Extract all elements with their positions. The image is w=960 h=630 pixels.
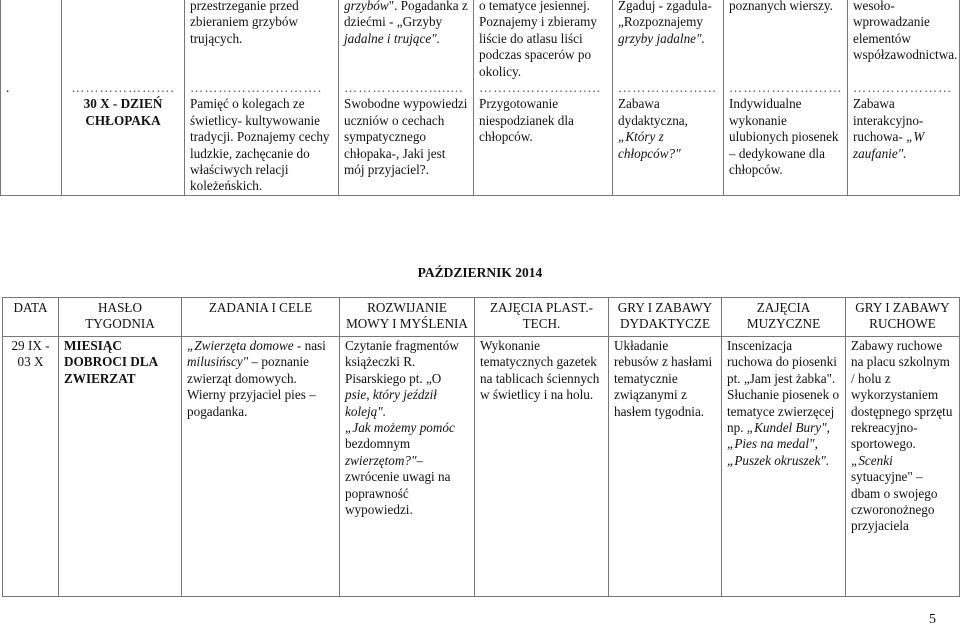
- text-segment: 29 IX - 03 X: [11, 338, 50, 370]
- text-segment: Wykonanie tematycznych gazetek na tablicach ściennych w świetlicy i na holu.: [480, 338, 600, 403]
- text-segment: grzybów: [344, 0, 389, 13]
- table-row: [3, 337, 960, 597]
- table-cell: [474, 80, 613, 195]
- text-segment: – poznanie zwierząt domowych. Wierny przyjaciel pies – pogadanka.: [187, 354, 316, 419]
- text-segment: Indywidualne wykonanie ulubionych piosenek – dedykowane dla chłopców.: [729, 96, 839, 178]
- column-header: GRY I ZABAWY RUCHOWE: [846, 298, 960, 337]
- text-segment: .: [6, 80, 10, 96]
- cell-paragraph: [618, 96, 718, 162]
- dotted-separator: ……………………..: [479, 80, 602, 96]
- text-segment: „Scenki: [851, 452, 893, 468]
- text-segment: grzyby jadalne".: [618, 30, 705, 46]
- table-cell: [339, 80, 474, 195]
- cell-paragraph: [614, 338, 716, 420]
- cell-paragraph: [479, 96, 607, 145]
- text-segment: „Jak możemy pomóc: [345, 420, 455, 436]
- text-segment: psie, który jeździł koleją".: [345, 387, 437, 419]
- table-cell: [1, 80, 62, 195]
- cell-paragraph: [64, 338, 176, 387]
- text-segment: Przygotowanie niespodzianek dla chłopców.: [479, 96, 574, 145]
- table-cell: [62, 0, 185, 80]
- text-segment: poznanych wierszy.: [729, 0, 833, 13]
- dotted-separator: ……………………….: [190, 80, 322, 96]
- cell-paragraph: [727, 338, 840, 387]
- column-header: ROZWIJANIE MOWY I MYŚLENIA: [340, 298, 475, 337]
- text-segment: Układanie rebusów z hasłami tematycznie związanymi z hasłem tygodnia.: [614, 338, 713, 419]
- text-segment: 30 X - DZIEŃ CHŁOPAKA: [83, 96, 163, 128]
- text-segment: Inscenizacja ruchowa do piosenki pt. „Jam jest żabka".: [727, 338, 837, 386]
- cell-paragraph: [345, 420, 469, 518]
- dotted-separator: …………………: [853, 80, 953, 96]
- text-segment: Zgaduj - zgadula- „Rozpoznajemy: [618, 0, 712, 30]
- cell-paragraph: [344, 0, 468, 47]
- cell-paragraph: [729, 0, 842, 14]
- text-segment: Czytanie fragmentów książeczki R. Pisarskiego pt. „O: [345, 338, 459, 386]
- text-segment: Zabawa interakcyjno-ruchowa-: [853, 96, 924, 145]
- table-cell: [185, 80, 339, 195]
- cell-paragraph: [853, 96, 954, 162]
- text-segment: milusińscy": [187, 354, 249, 370]
- text-segment: „Zwierzęta domowe: [187, 338, 294, 353]
- page-number: 5: [929, 612, 936, 627]
- text-segment: Słuchanie piosenek o tematyce zwierzęcej np.: [727, 387, 840, 436]
- text-segment: ". Pogadanka z dziećmi - „Grzyby: [344, 0, 468, 30]
- cell-paragraph: [727, 387, 840, 469]
- text-segment: Swobodne wypowiedzi uczniów o cechach sympatycznego chłopaka-, Jaki jest mój przyjaciel?.: [344, 96, 468, 178]
- table-row: [1, 80, 960, 195]
- cell-paragraph: [729, 96, 842, 178]
- text-segment: jadalne i trujące".: [344, 30, 441, 46]
- text-segment: „Który z chłopców?": [618, 129, 681, 161]
- dotted-separator: ……………………: [729, 80, 843, 96]
- column-header: GRY I ZABAWY DYDAKTYCZE: [609, 298, 722, 337]
- cell-paragraph: [851, 338, 954, 535]
- cell-paragraph: [618, 0, 718, 47]
- text-segment: „Kundel Bury", „Pies na medal", „Puszek okruszek".: [727, 420, 830, 468]
- table-cell: [613, 0, 724, 80]
- table-cell: [182, 337, 340, 597]
- table-cell: [724, 80, 848, 195]
- header-row: [3, 298, 960, 337]
- table-cell: [1, 0, 62, 80]
- table-cell: [339, 0, 474, 80]
- cell-paragraph: [853, 0, 958, 64]
- cell-paragraph: [480, 338, 603, 404]
- column-header: HASŁO TYGODNIA: [59, 298, 182, 337]
- text-segment: Pamięć o kolegach ze świetlicy- kultywowanie tradycji. Poznajemy cechy ludzkie, zachęcanie do właściwych relacji koleżeńskich.: [190, 96, 330, 194]
- table-cell: [613, 80, 724, 195]
- text-segment: o tematyce jesiennej. Poznajemy i zbieramy liście do atlasu liści podczas spacerów po okolicy.: [479, 0, 597, 79]
- text-segment: „W zaufanie".: [853, 129, 925, 161]
- cell-paragraph: [344, 96, 468, 178]
- cell-paragraph: [6, 80, 56, 96]
- table-cell: [848, 0, 960, 80]
- column-header: ZAJĘCIA MUZYCZNE: [722, 298, 846, 337]
- cell-paragraph: [187, 338, 334, 420]
- dotted-separator: …………………: [618, 80, 718, 96]
- text-segment: Zabawa dydaktyczna,: [618, 96, 688, 128]
- table-cell: [59, 337, 182, 597]
- table-cell: [475, 337, 609, 597]
- cell-paragraph: [345, 338, 469, 420]
- month-title: PAŹDZIERNIK 2014: [417, 265, 543, 280]
- cell-paragraph: [190, 96, 333, 194]
- text-segment: zwierzętom?": [345, 452, 417, 468]
- table-cell: [722, 337, 846, 597]
- column-header: DATA: [3, 298, 59, 337]
- table-cell: [848, 80, 960, 195]
- dotted-separator: ………………….: [71, 80, 175, 96]
- column-header: ZAJĘCIA PLAST.-TECH.: [475, 298, 609, 337]
- october-plan-table: [2, 297, 960, 597]
- table-cell: [3, 337, 59, 597]
- table-cell: [62, 80, 185, 195]
- table-cell: [474, 0, 613, 80]
- table-cell: [185, 0, 339, 80]
- text-segment: sytuacyjne" – dbam o swojego czworonożnego przyjaciela: [851, 469, 938, 534]
- continued-plan-table: [0, 0, 960, 196]
- text-segment: wesoło-wprowadzanie elementów współzawodnictwa.: [853, 0, 958, 63]
- cell-paragraph: [479, 0, 607, 80]
- cell-paragraph: [8, 338, 53, 371]
- table-cell: [724, 0, 848, 80]
- text-segment: Zabawy ruchowe na placu szkolnym / holu z wykorzystaniem dostępnego sprzętu rekreacyjno-sportowego.: [851, 338, 953, 452]
- dotted-separator: ………………........: [344, 80, 464, 96]
- text-segment: - nasi: [293, 338, 326, 353]
- table-cell: [846, 337, 960, 597]
- text-segment: przestrzeganie przed zbieraniem grzybów trujących.: [190, 0, 299, 46]
- table-cell: [340, 337, 475, 597]
- text-segment: – zwrócenie uwagi na poprawność wypowiedzi.: [345, 452, 451, 518]
- cell-paragraph: [190, 0, 333, 47]
- cell-paragraph: [67, 96, 179, 129]
- table-cell: [609, 337, 722, 597]
- column-header: ZADANIA I CELE: [182, 298, 340, 337]
- text-segment: MIESIĄC DOBROCI DLA ZWIERZAT: [64, 338, 158, 386]
- table-row: [1, 0, 960, 80]
- text-segment: bezdomnym: [345, 436, 411, 452]
